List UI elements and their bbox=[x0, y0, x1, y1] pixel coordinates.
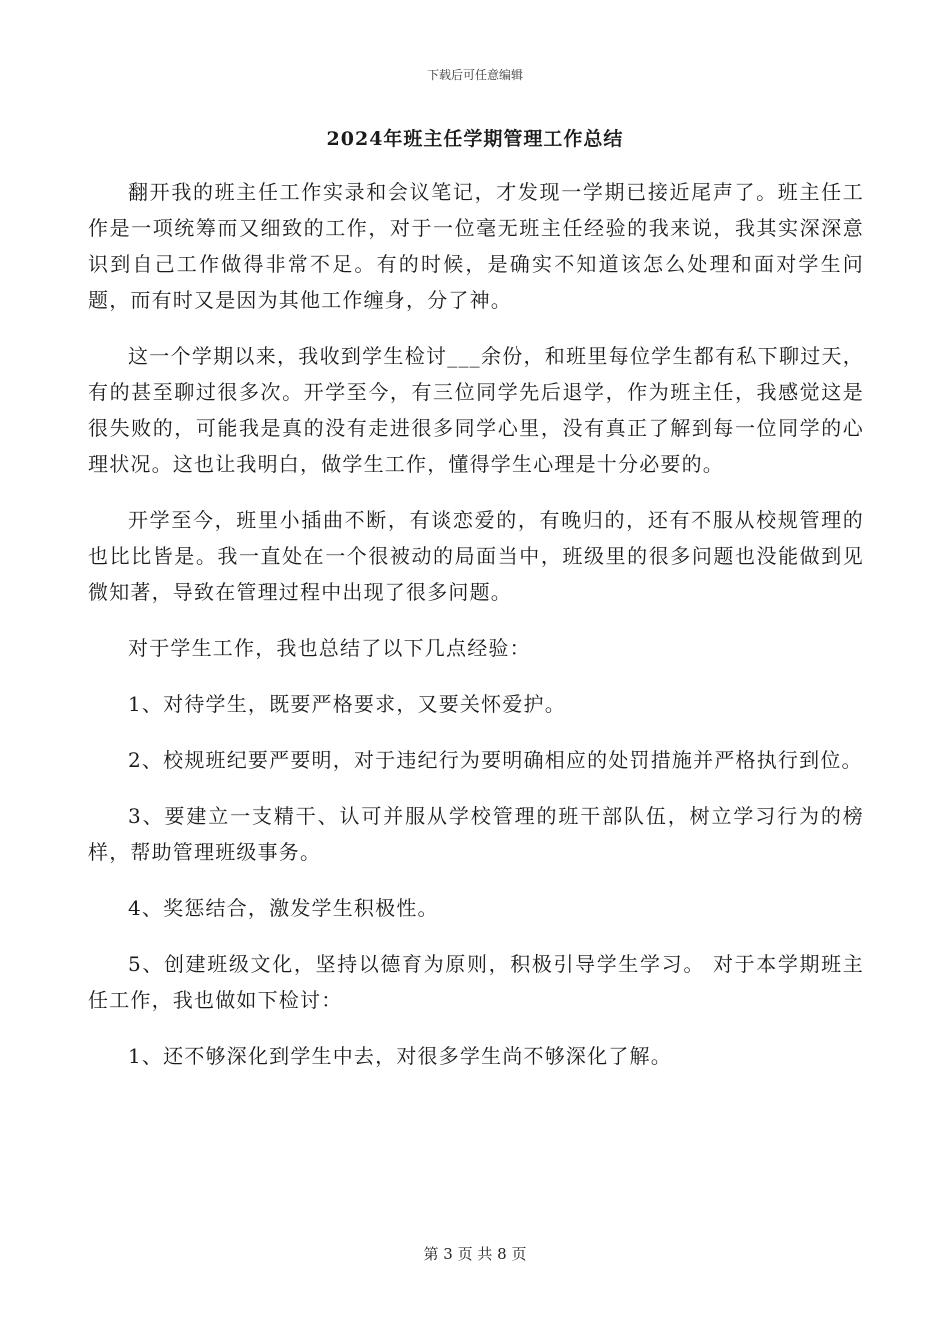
paragraph-experience-lead: 对于学生工作，我也总结了以下几点经验： bbox=[128, 636, 531, 660]
list-item-experience-3: 3、要建立一支精干、认可并服从学校管理的班干部队伍，树立学习行为的榜样，帮助管理班级事务。 bbox=[88, 804, 864, 864]
paragraph-semester-review: 这一个学期以来，我收到学生检讨___余份，和班里每位学生都有私下聊过天，有的甚至聊过很多次。开学至今，有三位同学先后退学，作为班主任，我感觉这是很失败的，可能我是真的没有走进很多同学心里，没有真正了解到每一位同学的心理状况。这也让我明白，做学生工作，懂得学生心理是十分必要的。 bbox=[88, 344, 864, 476]
paragraph-intro: 翻开我的班主任工作实录和会议笔记，才发现一学期已接近尾声了。班主任工作是一项统筹而又细致的工作，对于一位毫无班主任经验的我来说，我其实深深意识到自己工作做得非常不足。有的时候，是确实不知道该怎么处理和面对学生问题，而有时又是因为其他工作缠身，分了神。 bbox=[88, 180, 864, 312]
list-item-experience-4: 4、奖惩结合，激发学生积极性。 bbox=[128, 896, 439, 920]
page-header-note: 下载后可任意编辑 bbox=[426, 68, 523, 82]
list-item-experience-1: 1、对待学生，既要严格要求，又要关怀爱护。 bbox=[128, 692, 566, 716]
list-item-experience-2: 2、校规班纪要严要明，对于违纪行为要明确相应的处罚措施并严格执行到位。 bbox=[128, 748, 863, 772]
paragraph-class-issues: 开学至今，班里小插曲不断，有谈恋爱的，有晚归的，还有不服从校规管理的也比比皆是。我一直处在一个很被动的局面当中，班级里的很多问题也没能做到见微知著，导致在管理过程中出现了很多问题。 bbox=[88, 508, 864, 604]
page-number: 第 3 页 共 8 页 bbox=[423, 1245, 527, 1263]
document-title: 2024年班主任学期管理工作总结 bbox=[326, 128, 624, 150]
list-item-experience-5: 5、创建班级文化，坚持以德育为原则，积极引导学生学习。 对于本学期班主任工作，我也做如下检讨： bbox=[88, 952, 864, 1012]
document-body bbox=[88, 174, 864, 1094]
list-item-self-review-1: 1、还不够深化到学生中去，对很多学生尚不够深化了解。 bbox=[128, 1044, 672, 1068]
